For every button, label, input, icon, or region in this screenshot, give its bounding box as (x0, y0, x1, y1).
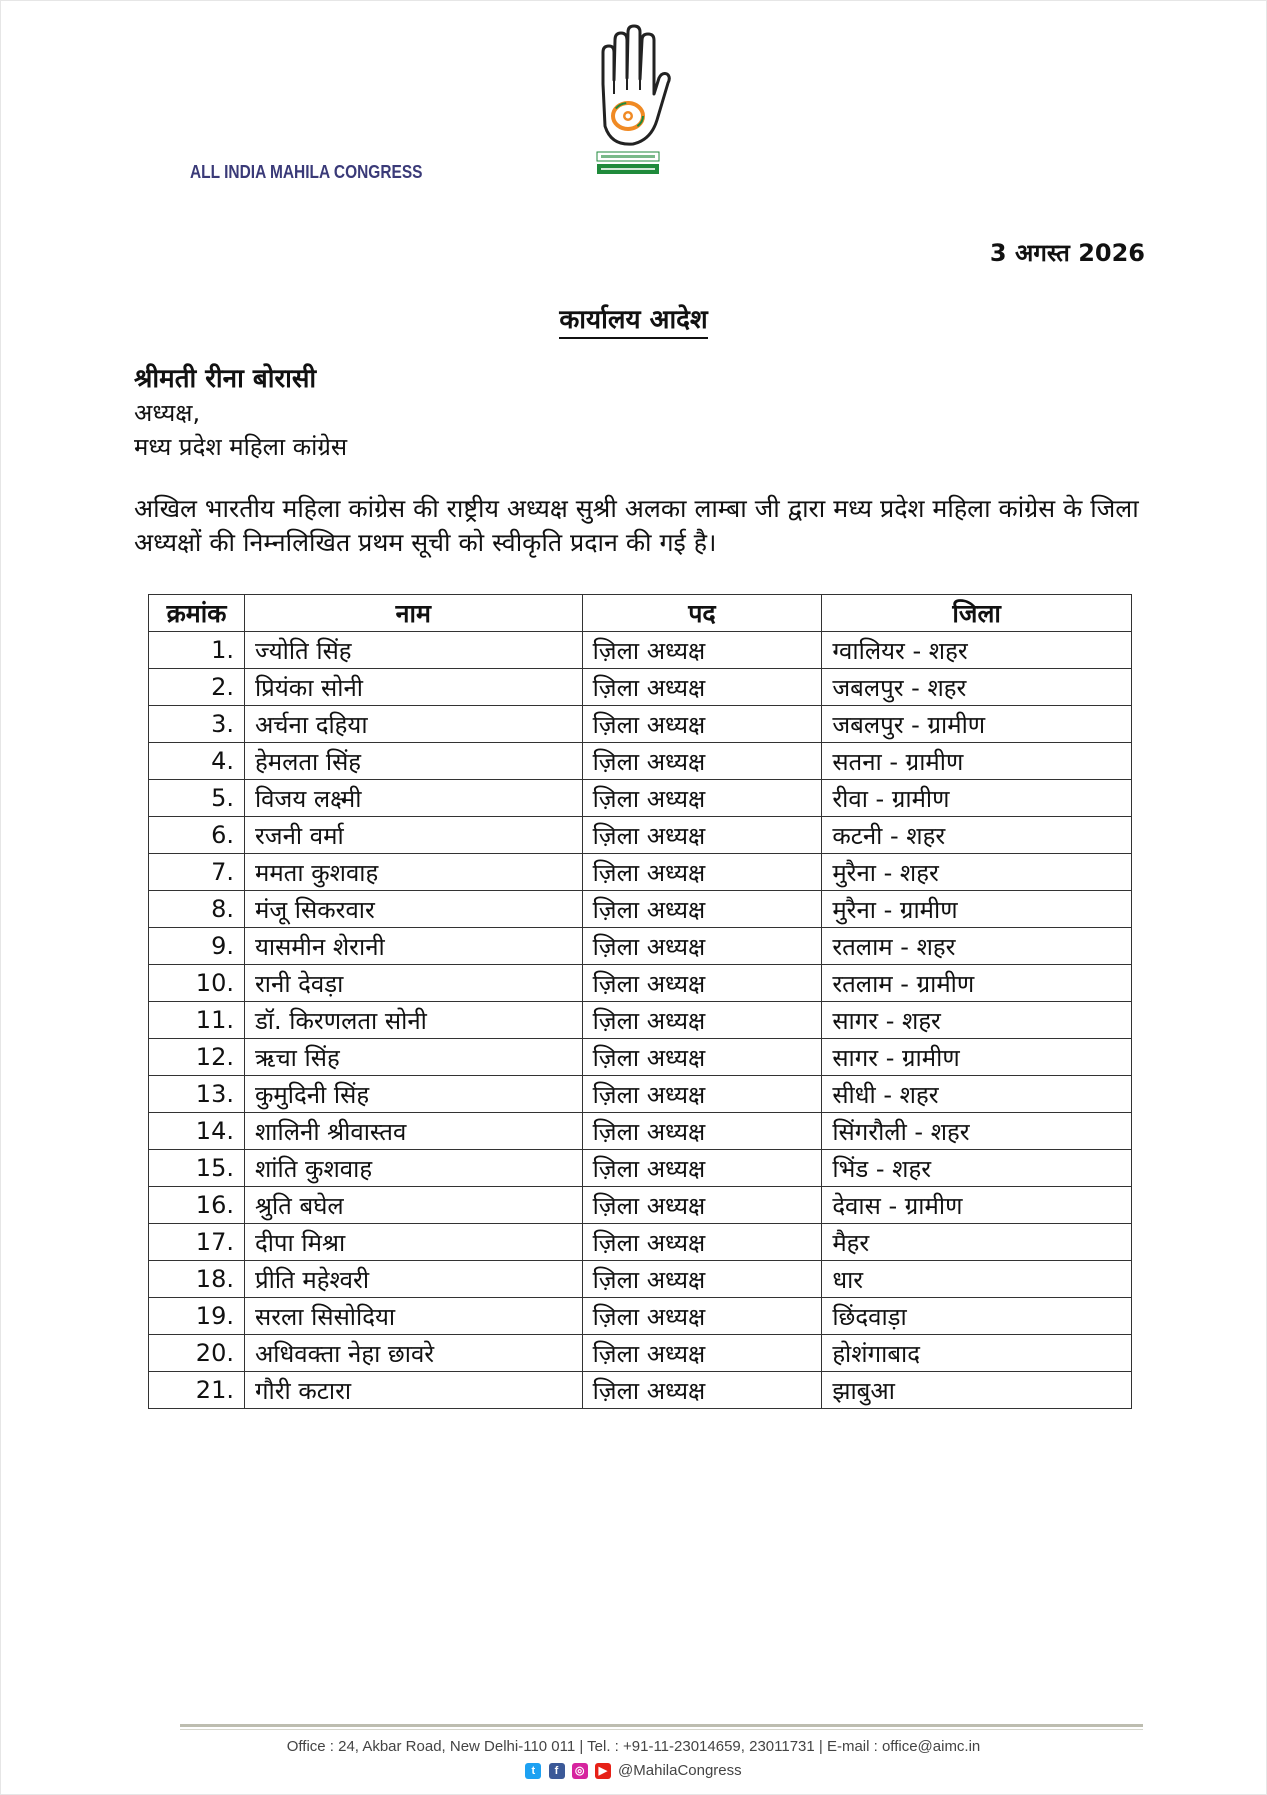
row-name: ममता कुशवाह (244, 854, 582, 891)
row-district: जबलपुर - शहर (822, 669, 1132, 706)
row-post: ज़िला अध्यक्ष (582, 1224, 822, 1261)
row-post: ज़िला अध्यक्ष (582, 1113, 822, 1150)
row-district: जबलपुर - ग्रामीण (822, 706, 1132, 743)
table-row (149, 1002, 1132, 1039)
addressee-name: श्रीमती रीना बोरासी (134, 364, 317, 394)
row-name: ऋचा सिंह (244, 1039, 582, 1076)
instagram-icon[interactable]: ◎ (572, 1763, 588, 1779)
row-post: ज़िला अध्यक्ष (582, 1298, 822, 1335)
table-row (149, 1261, 1132, 1298)
row-post: ज़िला अध्यक्ष (582, 891, 822, 928)
row-district: रीवा - ग्रामीण (822, 780, 1132, 817)
row-post: ज़िला अध्यक्ष (582, 854, 822, 891)
row-district: रतलाम - ग्रामीण (822, 965, 1132, 1002)
row-name: ज्योति सिंह (244, 632, 582, 669)
table-row (149, 632, 1132, 669)
table-row (149, 1335, 1132, 1372)
row-serial: 2. (149, 669, 245, 706)
row-serial: 3. (149, 706, 245, 743)
row-post: ज़िला अध्यक्ष (582, 1002, 822, 1039)
footer-divider-thin (180, 1729, 1143, 1730)
row-serial: 13. (149, 1076, 245, 1113)
row-serial: 17. (149, 1224, 245, 1261)
row-post: ज़िला अध्यक्ष (582, 965, 822, 1002)
table-row (149, 743, 1132, 780)
table-row (149, 1113, 1132, 1150)
row-serial: 1. (149, 632, 245, 669)
row-serial: 9. (149, 928, 245, 965)
header-post: पद (582, 595, 822, 632)
row-post: ज़िला अध्यक्ष (582, 817, 822, 854)
row-name: प्रियंका सोनी (244, 669, 582, 706)
row-district: सागर - ग्रामीण (822, 1039, 1132, 1076)
row-post: ज़िला अध्यक्ष (582, 706, 822, 743)
row-name: हेमलता सिंह (244, 743, 582, 780)
row-post: ज़िला अध्यक्ष (582, 632, 822, 669)
appointment-table (148, 594, 1132, 1409)
table-row (149, 928, 1132, 965)
row-name: सरला सिसोदिया (244, 1298, 582, 1335)
row-name: विजय लक्ष्मी (244, 780, 582, 817)
document-title-text: कार्यालय आदेश (559, 305, 707, 339)
facebook-icon[interactable]: f (549, 1763, 565, 1779)
row-district: सीधी - शहर (822, 1076, 1132, 1113)
table-row (149, 1372, 1132, 1409)
document-date: 3 अगस्त 2026 (989, 239, 1145, 267)
youtube-icon[interactable]: ▶ (595, 1763, 611, 1779)
table-row (149, 706, 1132, 743)
table-row (149, 1150, 1132, 1187)
row-district: सागर - शहर (822, 1002, 1132, 1039)
table-row (149, 891, 1132, 928)
row-serial: 18. (149, 1261, 245, 1298)
row-district: सतना - ग्रामीण (822, 743, 1132, 780)
row-district: रतलाम - शहर (822, 928, 1132, 965)
table-row (149, 1298, 1132, 1335)
row-post: ज़िला अध्यक्ष (582, 1039, 822, 1076)
row-serial: 4. (149, 743, 245, 780)
row-district: मैहर (822, 1224, 1132, 1261)
row-name: अधिवक्ता नेहा छावरे (244, 1335, 582, 1372)
header-serial: क्रमांक (149, 595, 245, 632)
row-name: गौरी कटारा (244, 1372, 582, 1409)
row-district: छिंदवाड़ा (822, 1298, 1132, 1335)
row-name: श्रुति बघेल (244, 1187, 582, 1224)
row-post: ज़िला अध्यक्ष (582, 1187, 822, 1224)
row-district: मुरैना - शहर (822, 854, 1132, 891)
row-name: डॉ. किरणलता सोनी (244, 1002, 582, 1039)
row-district: कटनी - शहर (822, 817, 1132, 854)
table-row (149, 1187, 1132, 1224)
table-row (149, 669, 1132, 706)
row-serial: 7. (149, 854, 245, 891)
row-post: ज़िला अध्यक्ष (582, 780, 822, 817)
row-name: यासमीन शेरानी (244, 928, 582, 965)
row-name: दीपा मिश्रा (244, 1224, 582, 1261)
row-district: मुरैना - ग्रामीण (822, 891, 1132, 928)
document-title (0, 300, 1267, 336)
header-district: जिला (822, 595, 1132, 632)
row-district: ग्वालियर - शहर (822, 632, 1132, 669)
row-name: मंजू सिकरवार (244, 891, 582, 928)
table-row (149, 780, 1132, 817)
row-serial: 20. (149, 1335, 245, 1372)
row-post: ज़िला अध्यक्ष (582, 928, 822, 965)
row-district: सिंगरौली - शहर (822, 1113, 1132, 1150)
header-name: नाम (244, 595, 582, 632)
row-serial: 11. (149, 1002, 245, 1039)
congress-hand-logo-icon (585, 24, 671, 184)
row-post: ज़िला अध्यक्ष (582, 1261, 822, 1298)
table-row (149, 1076, 1132, 1113)
row-serial: 19. (149, 1298, 245, 1335)
row-post: ज़िला अध्यक्ष (582, 1150, 822, 1187)
row-serial: 21. (149, 1372, 245, 1409)
social-handle[interactable]: @MahilaCongress (618, 1762, 742, 1779)
table-row (149, 1039, 1132, 1076)
footer-social (0, 1762, 1267, 1779)
row-post: ज़िला अध्यक्ष (582, 1372, 822, 1409)
addressee-block (134, 362, 347, 464)
table-header-row (149, 595, 1132, 632)
row-district: झाबुआ (822, 1372, 1132, 1409)
row-post: ज़िला अध्यक्ष (582, 1076, 822, 1113)
row-serial: 15. (149, 1150, 245, 1187)
row-serial: 8. (149, 891, 245, 928)
row-serial: 6. (149, 817, 245, 854)
row-post: ज़िला अध्यक्ष (582, 743, 822, 780)
addressee-line2: मध्य प्रदेश महिला कांग्रेस (134, 433, 348, 461)
row-name: रानी देवड़ा (244, 965, 582, 1002)
footer-address: Office : 24, Akbar Road, New Delhi-110 011 | Tel. : +91-11-23014659, 23011731 | E-mail : office@aimc.in (286, 1738, 981, 1755)
row-name: प्रीति महेश्वरी (244, 1261, 582, 1298)
row-serial: 14. (149, 1113, 245, 1150)
row-name: रजनी वर्मा (244, 817, 582, 854)
row-post: ज़िला अध्यक्ष (582, 1335, 822, 1372)
row-district: देवास - ग्रामीण (822, 1187, 1132, 1224)
row-name: शालिनी श्रीवास्तव (244, 1113, 582, 1150)
row-name: अर्चना दहिया (244, 706, 582, 743)
row-serial: 16. (149, 1187, 245, 1224)
table-body (149, 632, 1132, 1409)
row-name: शांति कुशवाह (244, 1150, 582, 1187)
row-post: ज़िला अध्यक्ष (582, 669, 822, 706)
row-serial: 10. (149, 965, 245, 1002)
row-name: कुमुदिनी सिंह (244, 1076, 582, 1113)
footer-divider (180, 1724, 1143, 1727)
intro-paragraph: अखिल भारतीय महिला कांग्रेस की राष्ट्रीय अध्यक्ष सुश्री अलका लाम्बा जी द्वारा मध्य प्रदेश महिला कांग्रेस के जिला अध्यक्षों की निम्नलिखित प्रथम सूची को स्वीकृति प्रदान की गई है। (134, 494, 1139, 557)
row-district: धार (822, 1261, 1132, 1298)
org-name: ALL INDIA MAHILA CONGRESS (190, 162, 423, 182)
addressee-line1: अध्यक्ष, (134, 399, 201, 427)
table-row (149, 854, 1132, 891)
row-serial: 5. (149, 780, 245, 817)
table-row (149, 1224, 1132, 1261)
table-row (149, 965, 1132, 1002)
table-row (149, 817, 1132, 854)
row-district: होशंगाबाद (822, 1335, 1132, 1372)
row-serial: 12. (149, 1039, 245, 1076)
twitter-icon[interactable]: t (525, 1763, 541, 1779)
row-district: भिंड - शहर (822, 1150, 1132, 1187)
